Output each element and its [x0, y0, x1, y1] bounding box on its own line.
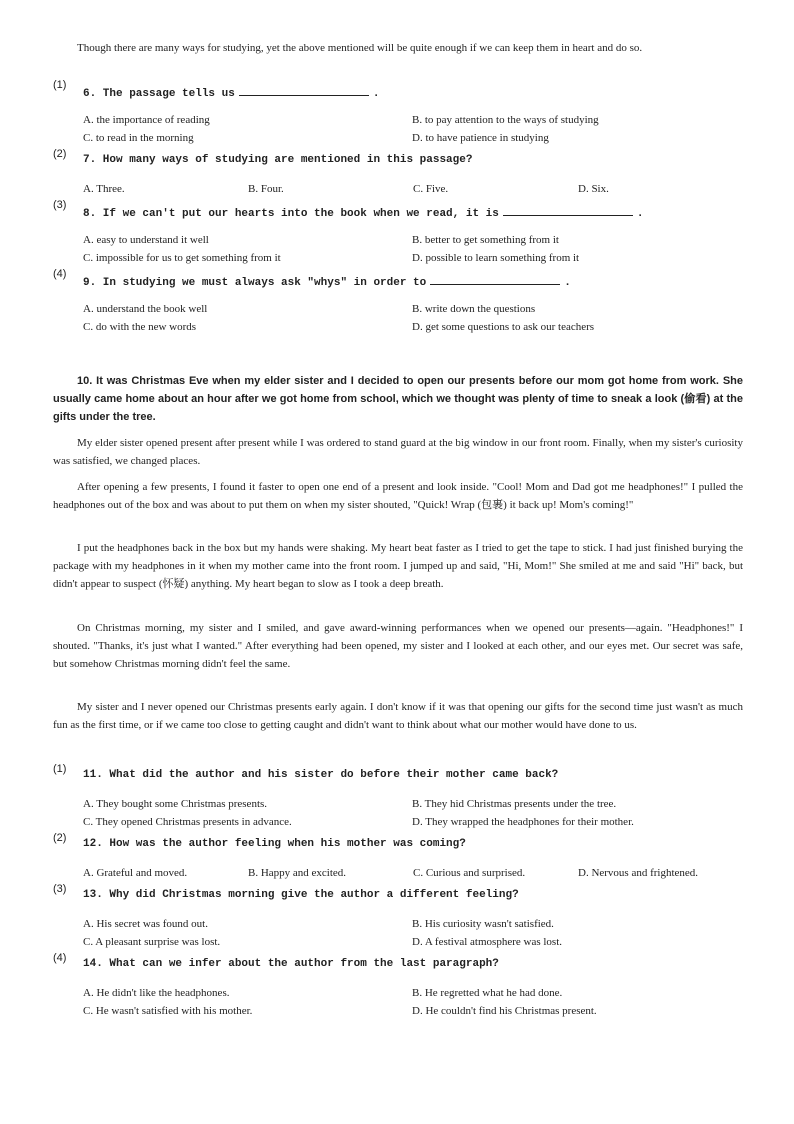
question-stem: 12. How was the author feeling when his mother was coming? — [83, 838, 466, 850]
question-number: (2) — [53, 148, 67, 160]
option-a[interactable]: A. His secret was found out. — [83, 918, 208, 930]
question-text — [83, 205, 643, 220]
passage2-paragraph: On Christmas morning, my sister and I smiled, and gave award-winning performances when we opened our presents—again. "Headphones!" I shouted. "Thanks, it's just what I wanted." After everything had been opened, my sister and I looked at each other, and our eyes met. Our secret was safe, but somehow Christmas morning didn't feel the same. — [53, 622, 743, 670]
option-d[interactable]: D. Six. — [578, 183, 609, 195]
passage2-paragraph: After opening a few presents, I found it faster to open one end of a present and look inside. "Cool! Mom and Dad got me headphones!" I pulled the headphones out of the box and was about to put them on when my sister shouted, "Quick! Wrap (包裹) it back up! Mom's coming!" — [53, 481, 743, 511]
question-text — [83, 154, 472, 166]
option-a[interactable]: A. Grateful and moved. — [83, 867, 188, 879]
answer-blank[interactable] — [430, 274, 560, 285]
question-stem: 8. If we can't put our hearts into the book when we read, it is — [83, 208, 499, 220]
passage2-paragraph: My sister and I never opened our Christmas presents early again. I don't know if it was that opening our gifts for the second time just wasn't as much fun as the first time, or if we came too close to getting caught and didn't want to think about what our mother would have done to us. — [53, 701, 743, 731]
option-d[interactable]: D. A festival atmosphere was lost. — [412, 936, 563, 948]
question-number: (3) — [53, 199, 67, 211]
option-c[interactable]: C. They opened Christmas presents in advance. — [83, 816, 292, 828]
question-text — [83, 958, 499, 970]
question-text — [83, 769, 558, 781]
question-stem: 14. What can we infer about the author from the last paragraph? — [83, 958, 499, 970]
question-number: (1) — [53, 763, 67, 775]
question-number: (4) — [53, 268, 67, 280]
passage2-lead: 10. It was Christmas Eve when my elder sister and I decided to open our presents before our mom got home from work. She usually came home about an hour after we got home from school, which we thought was plenty of time to sneak a look (偷看) at the gifts under the tree. — [53, 375, 743, 423]
question-stem: 9. In studying we must always ask "whys" in order to — [83, 277, 427, 289]
question-text — [83, 274, 571, 289]
option-a[interactable]: A. understand the book well — [83, 303, 208, 315]
option-a[interactable]: A. He didn't like the headphones. — [83, 987, 230, 999]
option-d[interactable]: D. He couldn't find his Christmas present. — [412, 1005, 597, 1017]
question-text — [83, 838, 466, 850]
option-c[interactable]: C. He wasn't satisfied with his mother. — [83, 1005, 253, 1017]
question-number: (4) — [53, 952, 67, 964]
answer-blank[interactable] — [503, 205, 633, 216]
option-a[interactable]: A. the importance of reading — [83, 114, 210, 126]
question-number: (2) — [53, 832, 67, 844]
option-d[interactable]: D. Nervous and frightened. — [578, 867, 699, 879]
passage2-paragraph: My elder sister opened present after present while I was ordered to stand guard at the big window in our front room. Finally, when my sister's curiosity was satisfied, we changed places. — [53, 437, 743, 467]
question-stem: 7. How many ways of studying are mentioned in this passage? — [83, 154, 473, 166]
intro-paragraph: Though there are many ways for studying, yet the above mentioned will be quite enough if we can keep them in heart and do so. — [77, 42, 643, 54]
option-b[interactable]: B. to pay attention to the ways of studying — [412, 114, 599, 126]
question-text — [83, 85, 379, 100]
option-c[interactable]: C. A pleasant surprise was lost. — [83, 936, 221, 948]
option-d[interactable]: D. to have patience in studying — [412, 132, 549, 144]
question-stem: 6. The passage tells us — [83, 88, 235, 100]
option-a[interactable]: A. easy to understand it well — [83, 234, 209, 246]
question-suffix: . — [636, 208, 644, 220]
option-b[interactable]: B. They hid Christmas presents under the tree. — [412, 798, 617, 810]
option-d[interactable]: D. get some questions to ask our teachers — [412, 321, 595, 333]
option-d[interactable]: D. possible to learn something from it — [412, 252, 580, 264]
option-b[interactable]: B. better to get something from it — [412, 234, 559, 246]
option-b[interactable]: B. He regretted what he had done. — [412, 987, 563, 999]
option-b[interactable]: B. write down the questions — [412, 303, 536, 315]
question-stem: 11. What did the author and his sister do before their mother came back? — [83, 769, 559, 781]
option-b[interactable]: B. Four. — [248, 183, 284, 195]
passage2-paragraph: I put the headphones back in the box but my hands were shaking. My heart beat faster as I tried to get the tape to stick. I had just finished burying the package with my headphones in it when my mother came into the front room. I jumped up and said, "Hi, Mom!" She smiled at me and said "Hi" back, but didn't appear to suspect (怀疑) anything. My heart began to slow as I took a deep breath. — [53, 542, 743, 590]
option-c[interactable]: C. do with the new words — [83, 321, 197, 333]
question-number: (1) — [53, 79, 67, 91]
option-c[interactable]: C. Curious and surprised. — [413, 867, 526, 879]
question-suffix: . — [372, 88, 380, 100]
option-b[interactable]: B. His curiosity wasn't satisfied. — [412, 918, 554, 930]
question-text — [83, 889, 519, 901]
question-number: (3) — [53, 883, 67, 895]
option-d[interactable]: D. They wrapped the headphones for their mother. — [412, 816, 634, 828]
question-stem: 13. Why did Christmas morning give the author a different feeling? — [83, 889, 519, 901]
question-suffix: . — [564, 277, 571, 289]
option-c[interactable]: C. impossible for us to get something from it — [83, 252, 281, 264]
option-c[interactable]: C. to read in the morning — [83, 132, 194, 144]
option-b[interactable]: B. Happy and excited. — [248, 867, 347, 879]
option-a[interactable]: A. They bought some Christmas presents. — [83, 798, 268, 810]
option-c[interactable]: C. Five. — [413, 183, 449, 195]
answer-blank[interactable] — [239, 85, 369, 96]
option-a[interactable]: A. Three. — [83, 183, 125, 195]
